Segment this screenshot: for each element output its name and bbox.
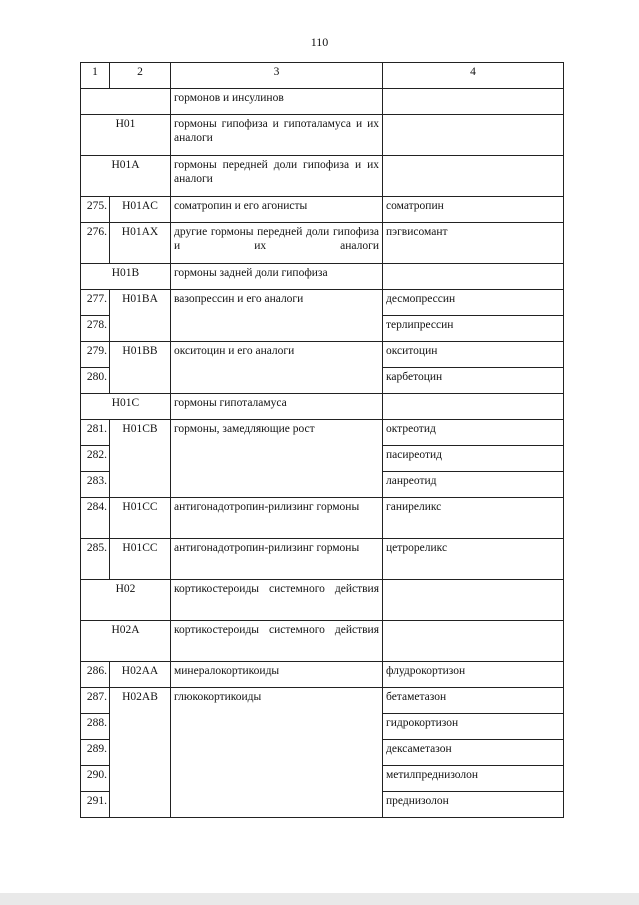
scan-bottom-edge <box>0 893 639 905</box>
atc-code-cell: H02AB <box>110 688 171 818</box>
row-number-cell: 291. <box>81 792 110 818</box>
code-cell <box>81 89 171 115</box>
group-name-cell: антигонадотропин-рилизинг гормоны <box>171 498 383 539</box>
row-number-cell: 290. <box>81 766 110 792</box>
row-number-cell: 285. <box>81 539 110 580</box>
row-number-cell: 288. <box>81 714 110 740</box>
row-number-cell: 276. <box>81 223 110 264</box>
table-header-row <box>81 63 564 89</box>
page-number: 110 <box>310 35 329 49</box>
table-row <box>81 342 564 368</box>
group-name-cell: гормонов и инсулинов <box>171 89 383 115</box>
atc-code-cell: H02AA <box>110 662 171 688</box>
group-name-cell: гормоны гипофиза и гипоталамуса и их аналоги <box>171 115 383 156</box>
table-row <box>81 394 564 420</box>
row-number-cell: 281. <box>81 420 110 446</box>
table-row <box>81 539 564 580</box>
row-number-cell: 286. <box>81 662 110 688</box>
group-name-cell: гормоны задней доли гипофиза <box>171 264 383 290</box>
group-name-cell: окситоцин и его аналоги <box>171 342 383 394</box>
group-name-cell: другие гормоны передней доли гипофиза и их аналоги <box>171 223 383 264</box>
table-row <box>81 290 564 316</box>
drug-cell: флудрокортизон <box>383 662 564 688</box>
table-row <box>81 264 564 290</box>
table-row <box>81 156 564 197</box>
row-number-cell: 289. <box>81 740 110 766</box>
code-cell: H02 <box>81 580 171 621</box>
header-col-2: 2 <box>110 63 171 89</box>
drug-cell: ланреотид <box>383 472 564 498</box>
atc-code-cell: H01BA <box>110 290 171 342</box>
table-row <box>81 498 564 539</box>
code-cell: H01C <box>81 394 171 420</box>
table-row <box>81 621 564 662</box>
code-cell: H02A <box>81 621 171 662</box>
drug-cell: бетаметазон <box>383 688 564 714</box>
group-name-cell: гормоны передней доли гипофиза и их аналоги <box>171 156 383 197</box>
drug-cell: окситоцин <box>383 342 564 368</box>
drug-cell <box>383 264 564 290</box>
row-number-cell: 282. <box>81 446 110 472</box>
code-cell: H01A <box>81 156 171 197</box>
table-row <box>81 115 564 156</box>
row-number-cell: 280. <box>81 368 110 394</box>
row-number-cell: 275. <box>81 197 110 223</box>
row-number-cell: 277. <box>81 290 110 316</box>
row-number-cell: 278. <box>81 316 110 342</box>
drug-cell: пэгвисомант <box>383 223 564 264</box>
drug-cell: гидрокортизон <box>383 714 564 740</box>
group-name-cell: вазопрессин и его аналоги <box>171 290 383 342</box>
group-name-cell: минералокортикоиды <box>171 662 383 688</box>
drug-cell: октреотид <box>383 420 564 446</box>
table-row <box>81 420 564 446</box>
drug-cell: карбетоцин <box>383 368 564 394</box>
header-col-3: 3 <box>171 63 383 89</box>
atc-code-cell: H01CC <box>110 498 171 539</box>
row-number-cell: 287. <box>81 688 110 714</box>
drug-cell <box>383 89 564 115</box>
table-row <box>81 197 564 223</box>
drug-cell <box>383 580 564 621</box>
atc-code-cell: H01CB <box>110 420 171 498</box>
group-name-cell: кортикостероиды системного действия <box>171 621 383 662</box>
group-name-cell: гормоны гипоталамуса <box>171 394 383 420</box>
group-name-cell: соматропин и его агонисты <box>171 197 383 223</box>
row-number-cell: 279. <box>81 342 110 368</box>
drug-cell <box>383 621 564 662</box>
drug-cell: соматропин <box>383 197 564 223</box>
drug-cell: дексаметазон <box>383 740 564 766</box>
drug-cell: десмопрессин <box>383 290 564 316</box>
drug-cell <box>383 156 564 197</box>
drug-cell: преднизолон <box>383 792 564 818</box>
atc-code-cell: H01AC <box>110 197 171 223</box>
code-cell: H01 <box>81 115 171 156</box>
drug-cell <box>383 115 564 156</box>
medication-table <box>80 62 564 818</box>
group-name-cell: антигонадотропин-рилизинг гормоны <box>171 539 383 580</box>
group-name-cell: кортикостероиды системного действия <box>171 580 383 621</box>
row-number-cell: 284. <box>81 498 110 539</box>
header-col-1: 1 <box>81 63 110 89</box>
atc-code-cell: H01BB <box>110 342 171 394</box>
drug-cell: пасиреотид <box>383 446 564 472</box>
atc-code-cell: H01AX <box>110 223 171 264</box>
table-row <box>81 688 564 714</box>
group-name-cell: глюкокортикоиды <box>171 688 383 818</box>
table-row <box>81 223 564 264</box>
table-row <box>81 89 564 115</box>
drug-cell <box>383 394 564 420</box>
code-cell: H01B <box>81 264 171 290</box>
table-row <box>81 662 564 688</box>
atc-code-cell: H01CC <box>110 539 171 580</box>
table-row <box>81 580 564 621</box>
drug-cell: цетрореликс <box>383 539 564 580</box>
drug-cell: терлипрессин <box>383 316 564 342</box>
drug-cell: метилпреднизолон <box>383 766 564 792</box>
group-name-cell: гормоны, замедляющие рост <box>171 420 383 498</box>
drug-cell: ганиреликс <box>383 498 564 539</box>
header-col-4: 4 <box>383 63 564 89</box>
row-number-cell: 283. <box>81 472 110 498</box>
